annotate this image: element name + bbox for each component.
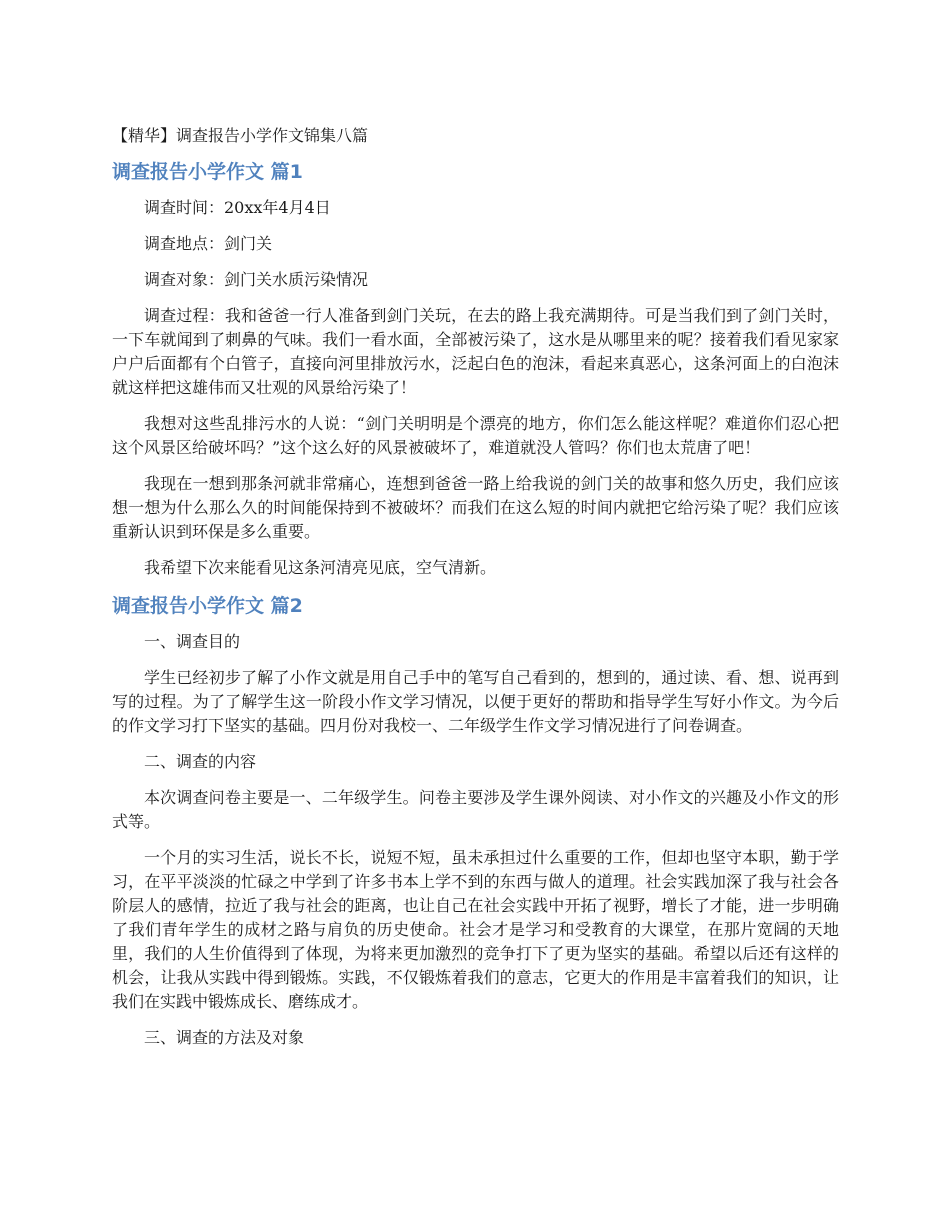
- paragraph: 调查地点：剑门关: [144, 234, 273, 253]
- paragraph: 我希望下次来能看见这条河清亮见底，空气清新。: [144, 558, 497, 577]
- paragraph: 我想对这些乱排污水的人说：“剑门关明明是个漂亮的地方，你们怎么能这样呢？难道你们忍心把这个风景区给破坏吗？”这个这么好的风景被破坏了，难道就没人管吗？你们也太荒唐了吧！: [112, 414, 839, 457]
- document-title: 【精华】调查报告小学作文锦集八篇: [112, 126, 369, 145]
- section-heading: 调查报告小学作文 篇1: [112, 161, 303, 183]
- document-page: [112, 122, 839, 1062]
- paragraph: 学生已经初步了解了小作文就是用自己手中的笔写自己看到的，想到的，通过读、看、想、说再到写的过程。为了了解学生这一阶段小作文学习情况，以便于更好的帮助和指导学生写好小作文。为今后的作文学习打下坚实的基础。四月份对我校一、二年级学生作文学习情况进行了问卷调查。: [112, 668, 839, 735]
- paragraph: 调查对象：剑门关水质污染情况: [144, 270, 369, 289]
- paragraph: 调查过程：我和爸爸一行人准备到剑门关玩，在去的路上我充满期待。可是当我们到了剑门关时，一下车就闻到了刺鼻的气味。我们一看水面，全部被污染了，这水是从哪里来的呢？接着我们看见家家户户后面都有个白管子，直接向河里排放污水，泛起白色的泡沫，看起来真恶心，这条河面上的白泡沫就这样把这雄伟而又壮观的风景给污染了！: [112, 306, 839, 397]
- paragraph: 二、调查的内容: [144, 752, 257, 771]
- paragraph: 本次调查问卷主要是一、二年级学生。问卷主要涉及学生课外阅读、对小作文的兴趣及小作文的形式等。: [112, 788, 839, 831]
- section-heading: 调查报告小学作文 篇2: [112, 595, 303, 617]
- paragraph: 一个月的实习生活，说长不长，说短不短，虽未承担过什么重要的工作，但却也坚守本职，勤于学习，在平平淡淡的忙碌之中学到了许多书本上学不到的东西与做人的道理。社会实践加深了我与社会各阶层人的感情，拉近了我与社会的距离，也让自己在社会实践中开拓了视野，增长了才能，进一步明确了我们青年学生的成材之路与肩负的历史使命。社会才是学习和受教育的大课堂，在那片宽阔的天地里，我们的人生价值得到了体现，为将来更加激烈的竞争打下了更为坚实的基础。希望以后还有这样的机会，让我从实践中得到锻炼。实践，不仅锻炼着我们的意志，它更大的作用是丰富着我们的知识，让我们在实践中锻炼成长、磨练成才。: [112, 848, 839, 1011]
- paragraph: 一、调查目的: [144, 632, 241, 651]
- paragraph: 调查时间：20xx年4月4日: [144, 198, 331, 217]
- paragraph: 三、调查的方法及对象: [144, 1028, 305, 1047]
- section-2: [112, 592, 839, 1050]
- section-1: [112, 158, 839, 580]
- paragraph: 我现在一想到那条河就非常痛心，连想到爸爸一路上给我说的剑门关的故事和悠久历史，我们应该想一想为什么那么久的时间能保持到不被破坏？而我们在这么短的时间内就把它给污染了呢？我们应该重新认识到环保是多么重要。: [112, 474, 839, 541]
